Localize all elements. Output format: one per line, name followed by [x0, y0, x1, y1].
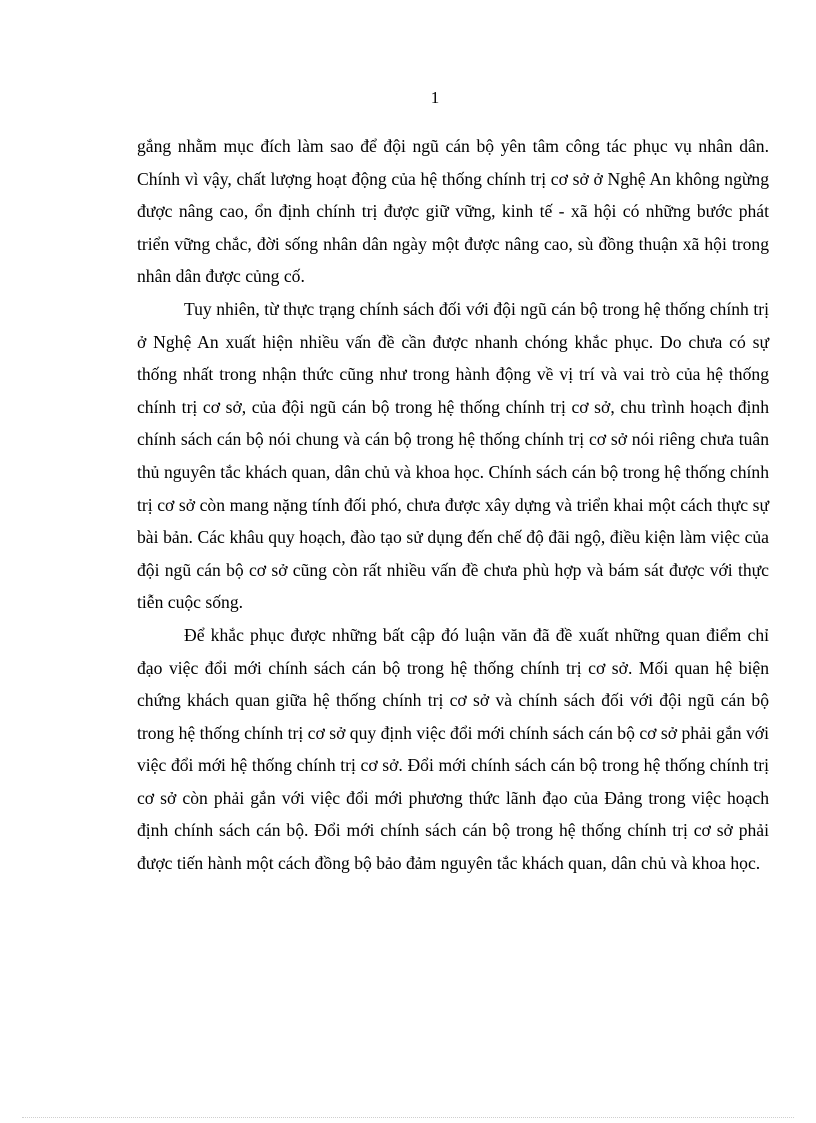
body-text — [137, 130, 769, 880]
page-number: 1 — [430, 88, 440, 107]
page-bottom-divider — [22, 1117, 794, 1118]
paragraph-limitations: Tuy nhiên, từ thực trạng chính sách đối với đội ngũ cán bộ trong hệ thống chính trị ở Nghệ An xuất hiện nhiều vấn đề cần được nhanh chóng khắc phục. Do chưa có sự thống nhất trong nhận thức cũng như trong hành động về vị trí và vai trò của hệ thống chính trị cơ sở, của đội ngũ cán bộ trong hệ thống chính trị cơ sở, chu trình hoạch định chính sách cán bộ nói chung và cán bộ trong hệ thống chính trị cơ sở nói riêng chưa tuân thủ nguyên tắc khách quan, dân chủ và khoa học. Chính sách cán bộ trong hệ thống chính trị cơ sở còn mang nặng tính đối phó, chưa được xây dựng và triển khai một cách thực sự bài bản. Các khâu quy hoạch, đào tạo sử dụng đến chế độ đãi ngộ, điều kiện làm việc của đội ngũ cán bộ cơ sở cũng còn rất nhiều vấn đề chưa phù hợp và bám sát được với thực tiễn cuộc sống. — [137, 298, 769, 613]
paragraph-proposals: Để khắc phục được những bất cập đó luận văn đã đề xuất những quan điểm chỉ đạo việc đổi mới chính sách cán bộ trong hệ thống chính trị cơ sở. Mối quan hệ biện chứng khách quan giữa hệ thống chính trị cơ sở và chính sách đối với đội ngũ cán bộ trong hệ thống chính trị cơ sở quy định việc đổi mới chính sách cán bộ cơ sở phải gắn với việc đổi mới hệ thống chính trị cơ sở. Đổi mới chính sách cán bộ trong hệ thống chính trị cơ sở còn phải gắn với việc đổi mới phương thức lãnh đạo của Đảng trong việc hoạch định chính sách cán bộ. Đổi mới chính sách cán bộ trong hệ thống chính trị cơ sở phải được tiến hành một cách đồng bộ bảo đảm nguyên tắc khách quan, dân chủ và khoa học. — [137, 624, 769, 874]
paragraph-continuation: gắng nhằm mục đích làm sao để đội ngũ cán bộ yên tâm công tác phục vụ nhân dân. Chính vì vậy, chất lượng hoạt động của hệ thống chính trị cơ sở ở Nghệ An không ngừng được nâng cao, ổn định chính trị được giữ vững, kinh tế - xã hội có những bước phát triển vững chắc, đời sống nhân dân ngày một được nâng cao, sù đồng thuận xã hội trong nhân dân được củng cố. — [137, 136, 769, 287]
